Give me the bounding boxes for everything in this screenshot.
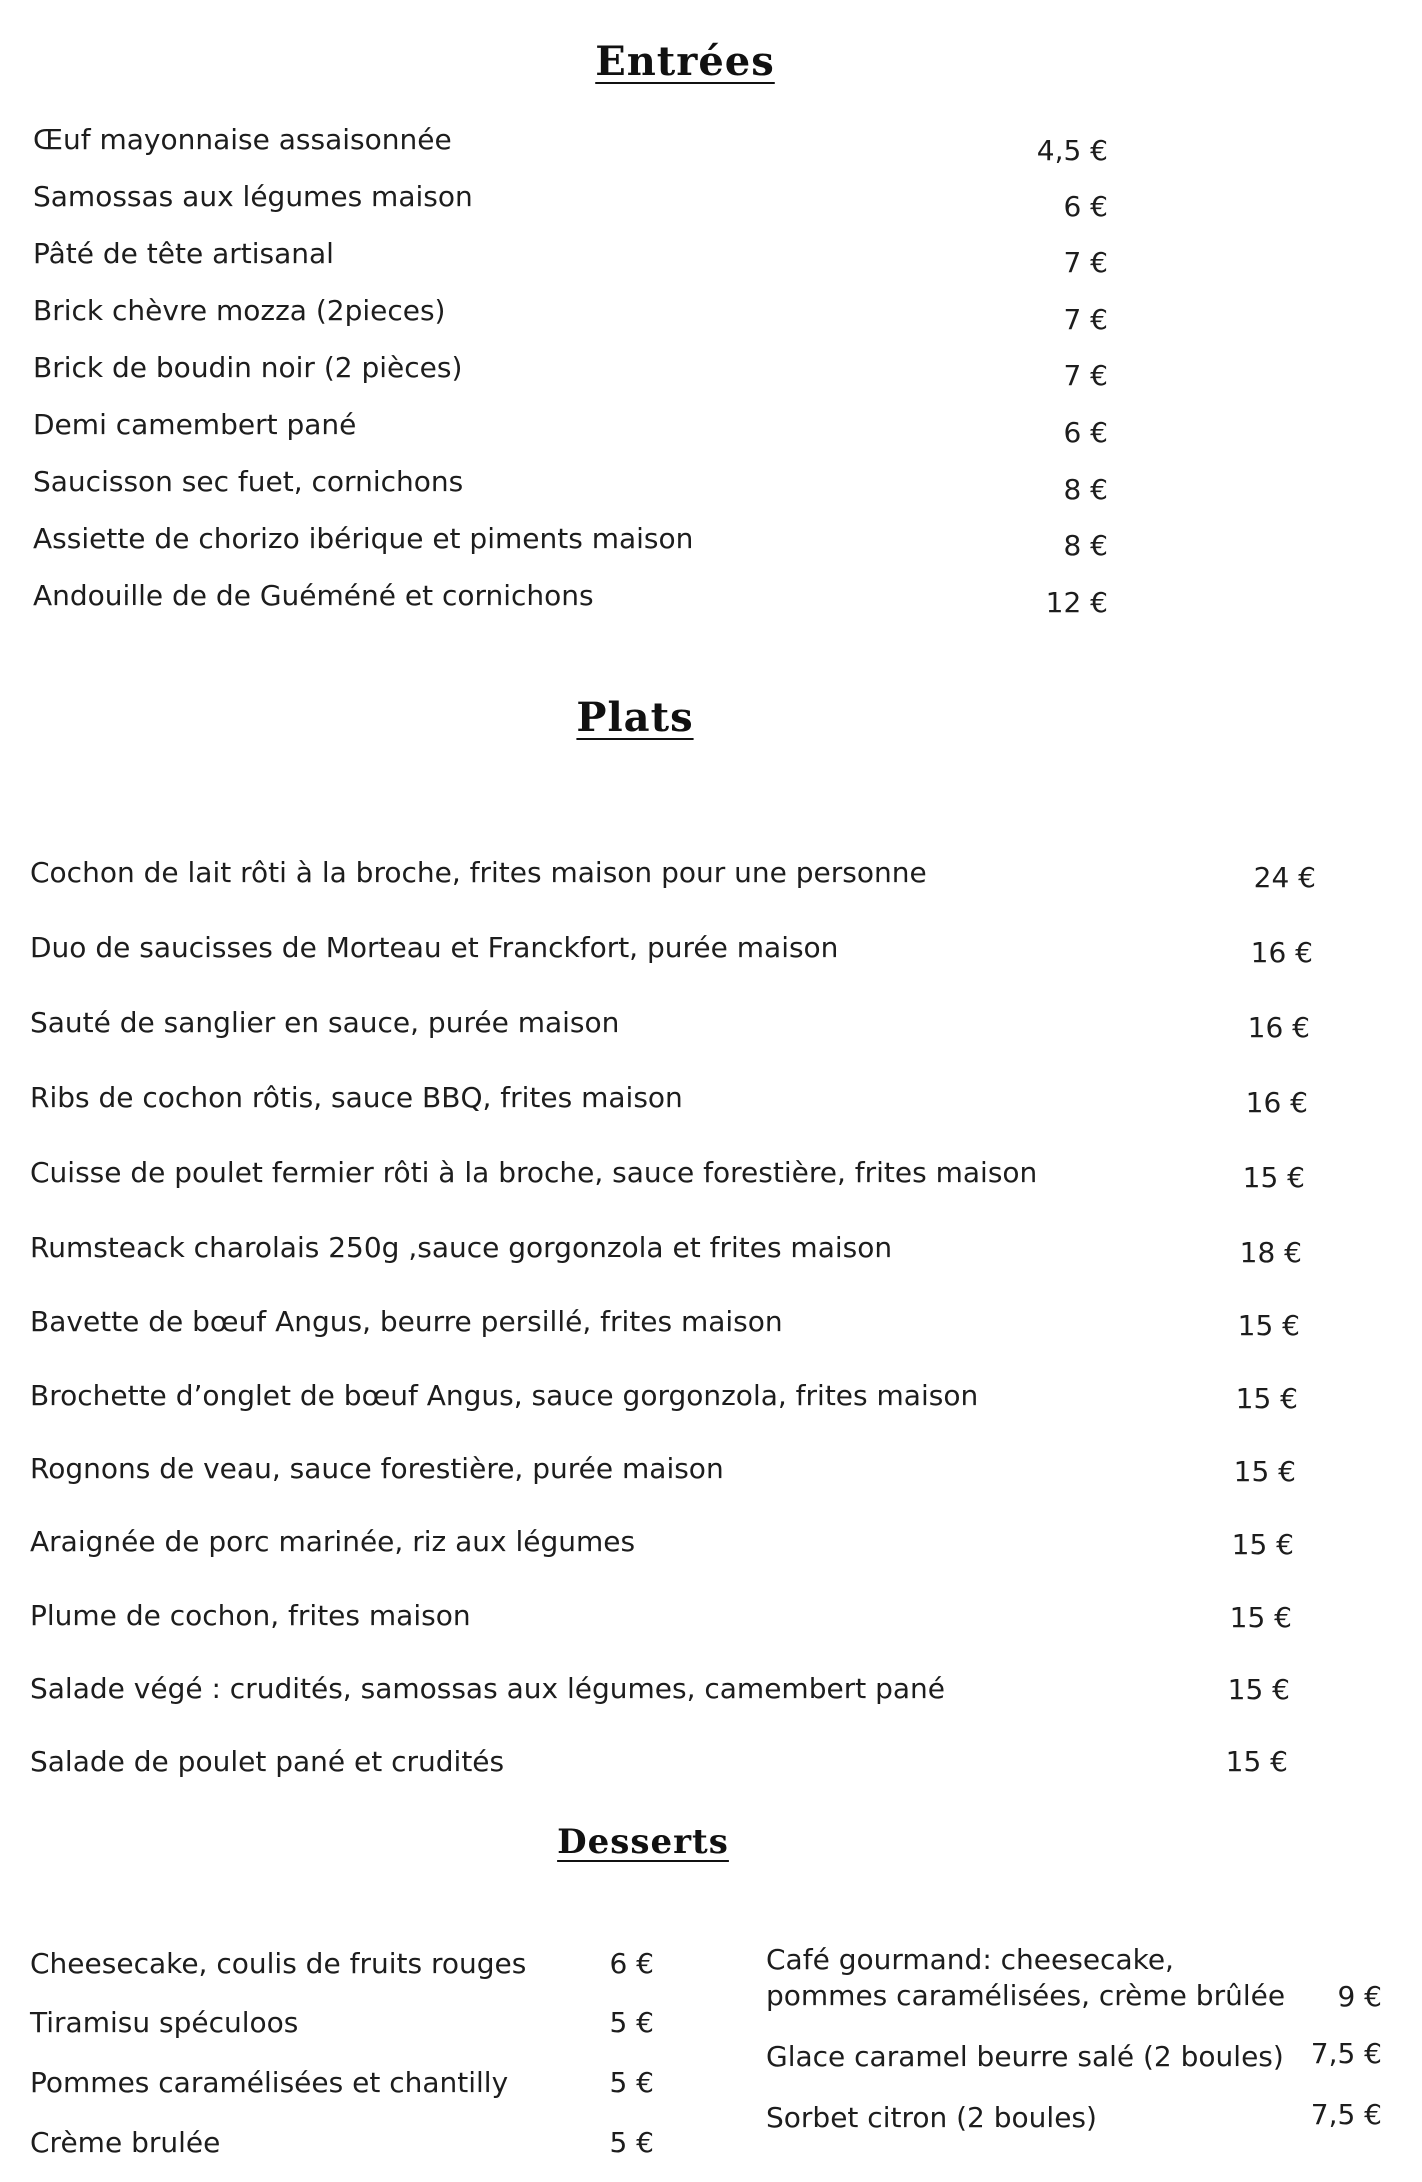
menu-item-name: Bavette de bœuf Angus, beurre persillé, frites maison xyxy=(30,1305,783,1338)
menu-item-price: 16 € xyxy=(1245,1086,1308,1119)
menu-item-price: 7,5 € xyxy=(1310,2098,1382,2131)
menu-item-name: Samossas aux légumes maison xyxy=(33,180,473,213)
menu-item-name: Tiramisu spéculoos xyxy=(30,2006,299,2039)
menu-item-name: Cochon de lait rôti à la broche, frites maison pour une personne xyxy=(30,856,927,889)
menu-item-name: Duo de saucisses de Morteau et Franckfort, purée maison xyxy=(30,931,839,964)
menu-item-name: Pâté de tête artisanal xyxy=(33,237,334,270)
menu-item-name: Rumsteack charolais 250g ,sauce gorgonzola et frites maison xyxy=(30,1231,893,1264)
menu-item-price: 7 € xyxy=(1063,359,1108,392)
menu-item-price: 15 € xyxy=(1233,1455,1296,1488)
menu-item-name: Plume de cochon, frites maison xyxy=(30,1599,471,1632)
menu-item-name: Glace caramel beurre salé (2 boules) xyxy=(766,2040,1284,2073)
menu-item-name: Saucisson sec fuet, cornichons xyxy=(33,465,464,498)
menu-item-price: 7,5 € xyxy=(1310,2037,1382,2070)
menu-item-name: Cheesecake, coulis de fruits rouges xyxy=(30,1947,527,1980)
menu-item-price: 15 € xyxy=(1231,1528,1294,1561)
desserts-heading: Desserts xyxy=(557,1822,729,1862)
menu-item-name: Cuisse de poulet fermier rôti à la broche, sauce forestière, frites maison xyxy=(30,1156,1038,1189)
menu-item-price: 15 € xyxy=(1237,1309,1300,1342)
menu-item-name: Brick de boudin noir (2 pièces) xyxy=(33,351,463,384)
menu-item-name: Pommes caramélisées et chantilly xyxy=(30,2066,509,2099)
menu-item-name: Salade de poulet pané et crudités xyxy=(30,1745,505,1778)
menu-item-name: Salade végé : crudités, samossas aux légumes, camembert pané xyxy=(30,1672,945,1705)
menu-item-price: 7 € xyxy=(1063,303,1108,336)
menu-item-price: 7 € xyxy=(1063,246,1108,279)
menu-item-price: 6 € xyxy=(609,1947,654,1980)
menu-item-price: 15 € xyxy=(1235,1382,1298,1415)
menu-item-price: 6 € xyxy=(1063,190,1108,223)
menu-item-price: 9 € xyxy=(1337,1980,1382,2013)
menu-item-name: Brochette d’onglet de bœuf Angus, sauce gorgonzola, frites maison xyxy=(30,1379,979,1412)
menu-item-name: Demi camembert pané xyxy=(33,408,357,441)
menu-item-price: 15 € xyxy=(1242,1161,1305,1194)
menu-item-price: 5 € xyxy=(609,2066,654,2099)
menu-item-price: 5 € xyxy=(609,2126,654,2159)
menu-item-name: Crème brulée xyxy=(30,2126,221,2159)
menu-item-price: 8 € xyxy=(1063,529,1108,562)
menu-item-price: 12 € xyxy=(1045,586,1108,619)
menu-item-price: 18 € xyxy=(1239,1236,1302,1269)
menu-item-price: 15 € xyxy=(1227,1673,1290,1706)
menu-item-price: 15 € xyxy=(1225,1745,1288,1778)
entrees-heading: Entrées xyxy=(595,38,775,85)
menu-item-name: Sauté de sanglier en sauce, purée maison xyxy=(30,1006,620,1039)
menu-item-name: Assiette de chorizo ibérique et piments maison xyxy=(33,522,694,555)
menu-item-price: 16 € xyxy=(1250,936,1313,969)
menu-item-name: Brick chèvre mozza (2pieces) xyxy=(33,294,446,327)
menu-item-name: Ribs de cochon rôtis, sauce BBQ, frites maison xyxy=(30,1081,683,1114)
menu-item-name: Sorbet citron (2 boules) xyxy=(766,2101,1097,2134)
menu-item-name: Araignée de porc marinée, riz aux légumes xyxy=(30,1525,636,1558)
menu-item-price: 5 € xyxy=(609,2006,654,2039)
plats-heading: Plats xyxy=(576,694,694,741)
menu-item-name: Andouille de de Guéméné et cornichons xyxy=(33,579,594,612)
menu-item-price: 4,5 € xyxy=(1036,134,1108,167)
menu-item-price: 8 € xyxy=(1063,473,1108,506)
menu-item-name: Rognons de veau, sauce forestière, purée maison xyxy=(30,1452,724,1485)
menu-item-price: 6 € xyxy=(1063,416,1108,449)
menu-item-price: 15 € xyxy=(1229,1601,1292,1634)
menu-item-price: 24 € xyxy=(1253,861,1316,894)
menu-item-price: 16 € xyxy=(1247,1011,1310,1044)
menu-item-name: Café gourmand: cheesecake, pommes caramélisées, crème brûlée xyxy=(766,1943,1286,2012)
menu-item-name: Œuf mayonnaise assaisonnée xyxy=(33,123,452,156)
